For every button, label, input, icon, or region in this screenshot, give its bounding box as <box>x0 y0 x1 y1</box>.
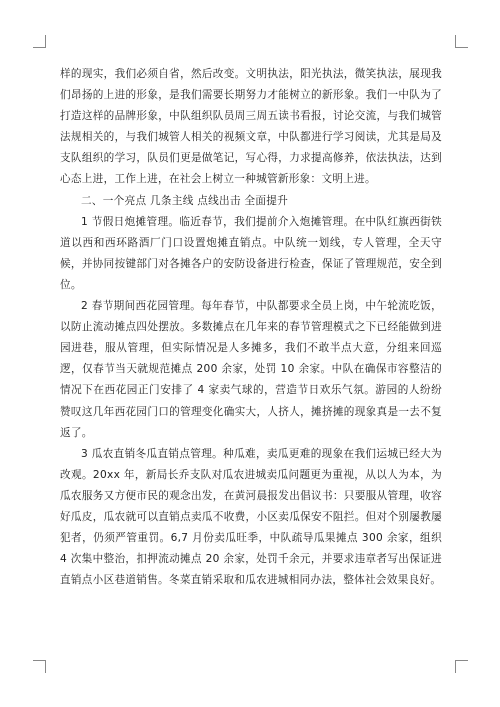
page-corner-mark-bottom-left <box>33 660 46 673</box>
document-body <box>60 64 442 591</box>
page-corner-mark-bottom-right <box>455 660 468 673</box>
page-corner-mark-top-left <box>33 35 46 48</box>
paragraph-melon-direct-sales: 3 瓜农直销冬瓜直销点管理。种瓜难，卖瓜更难的现象在我们运城已经大为改观。20xx 年，新局长乔支队对瓜农进城卖瓜问题更为重视，从以人为本，为瓜农服务又方便市民的观念出发，在黄河晨报发出倡议书：只要服从管理，收容好瓜皮，瓜农就可以直销点卖瓜不收费，小区卖瓜保安不阻拦。但对个别屡教屡犯者，仍须严管重罚。6,7 月份卖瓜旺季，中队疏导瓜果摊点 300 余家，组织 4 次集中整治，扣押流动摊点 20 余家，处罚千余元，并要求违章者写出保证进直销点小区巷道销售。冬菜直销采取和瓜农进城相同办法，整体社会效果良好。 <box>60 447 442 587</box>
paragraph-intro-continuation: 样的现实，我们必须自省，然后改变。文明执法，阳光执法，微笑执法，展现我们昂扬的上进的形象，是我们需要长期努力才能树立的新形象。我们一中队为了打造这样的品牌形象，中队组织队员周三周五读书看报，讨论交流，与我们城管法规相关的，与我们城管人相关的视频文章，中队都进行学习阅读，尤其是局及支队组织的学习，队员们更是做笔记，写心得，力求提高修养，依法执法，达到心态上进，工作上进，在社会上树立一种城管新形象：文明上进。 <box>60 68 442 186</box>
paragraph-spring-festival-garden: 2 春节期间西花园管理。每年春节，中队都要求全员上岗，中午轮流吃饭，以防止流动摊点四处摆放。多数摊点在几年来的春节管理模式之下已经能做到进园进巷，服从管理，但实际情况是人多摊多，我们不敢半点大意，分组来回巡逻，仅春节当天就规范摊点 200 余家，处罚 10 余家。中队在确保市容整洁的情况下在西花园正门安排了 4 家卖气球的，营造节日欢乐气氛。游园的人纷纷赞叹这几年西花园门口的管理变化确实大，人挤人，摊挤摊的现象真是一去不复返了。 <box>60 300 442 439</box>
paragraph-firecracker-management: 1 节假日炮摊管理。临近春节，我们提前介入炮摊管理。在中队红旗西街铁道以西和西环路酒厂门口设置炮摊直销点。中队统一划线，专人管理，全天守候，并协同按键部门对各摊各户的安防设备进行检查，保证了管理规范，安全到位。 <box>60 215 442 291</box>
section-heading: 二、一个亮点 几条主线 点线出击 全面提升 <box>81 194 289 207</box>
page-corner-mark-top-right <box>455 35 468 48</box>
